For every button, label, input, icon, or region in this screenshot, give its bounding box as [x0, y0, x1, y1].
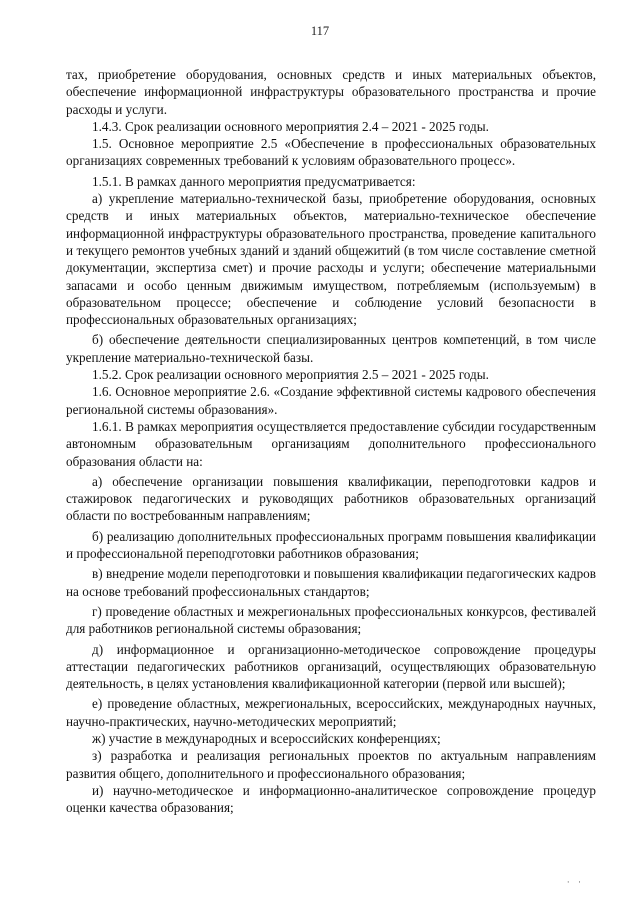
- paragraph-1-6-1-a: а) обеспечение организации повышения квалификации, переподготовки кадров и стажировок педагогических и руководящих работников образовательных организаций области по востребованным направлениям;: [66, 473, 596, 524]
- paragraph-1-6-1-b: б) реализацию дополнительных профессиональных программ повышения квалификации и профессиональной переподготовки работников образования;: [66, 528, 596, 562]
- paragraph-1-6-1: 1.6.1. В рамках мероприятия осуществляется предоставление субсидии государственным автономным образовательным организациям дополнительного профессионального образования области на:: [66, 418, 596, 469]
- paragraph-1-6-1-z: з) разработка и реализация региональных проектов по актуальным направлениям развития общего, дополнительного и профессионального образования;: [66, 748, 596, 781]
- paragraph-1-6-1-zh: ж) участие в международных и всероссийских конференциях;: [92, 730, 441, 746]
- paragraph-1-5: 1.5. Основное мероприятие 2.5 «Обеспечение в профессиональных образовательных организациях современных требований к условиям образовательного процесс».: [66, 136, 596, 169]
- scan-corner-mark: · ·: [566, 877, 584, 887]
- paragraph-1-5-1-b: б) обеспечение деятельности специализированных центров компетенций, в том числе укрепление материально-технической базы.: [66, 332, 596, 365]
- paragraph-1-6-1-v: в) внедрение модели переподготовки и повышения квалификации педагогических кадров на основе требований профессиональных стандартов;: [66, 566, 596, 599]
- paragraph-1-6-1-g: г) проведение областных и межрегиональных профессиональных конкурсов, фестивалей для работников региональной системы образования;: [66, 603, 596, 637]
- paragraph-1-4-3: 1.4.3. Срок реализации основного мероприятия 2.4 – 2021 - 2025 годы.: [92, 118, 489, 134]
- paragraph-1-5-1: 1.5.1. В рамках данного мероприятия предусматривается:: [92, 173, 416, 189]
- paragraph-continuation: тах, приобретение оборудования, основных средств и иных материальных объектов, обеспечение информационной инфраструктуры образовательного пространства и прочие расходы и услуги.: [66, 67, 596, 117]
- paragraph-1-6: 1.6. Основное мероприятие 2.6. «Создание эффективной системы кадрового обеспечения региональной системы образования».: [66, 384, 596, 417]
- paragraph-1-6-1-e: е) проведение областных, межрегиональных, всероссийских, международных научных, научно-практических, научно-методических мероприятий;: [66, 696, 596, 729]
- paragraph-1-6-1-d: д) информационное и организационно-методическое сопровождение процедуры аттестации педагогических работников организаций, осуществляющих образовательную деятельность, в целях установления квалификационной категории (первой или высшей);: [66, 641, 596, 692]
- paragraph-1-5-2: 1.5.2. Срок реализации основного мероприятия 2.5 – 2021 - 2025 годы.: [92, 367, 489, 383]
- paragraph-1-6-1-i: и) научно-методическое и информационно-аналитическое сопровождение процедур оценки качества образования;: [66, 782, 596, 816]
- document-body: [66, 66, 596, 816]
- page-number: 117: [310, 24, 330, 38]
- paragraph-1-5-1-a: а) укрепление материально-технической базы, приобретение оборудования, основных средств и иных материальных объектов, материально-техническое обеспечение информационной инфраструктуры образовательного пространства, проведение капитального и текущего ремонтов учебных зданий и зданий общежитий (в том числе составление сметной документации, экспертиза смет) и прочие расходы и услуги; обеспечение материальными запасами и особо ценным движимым имуществом, потребляемым (используемым) в образовательном процессе; обеспечение и соблюдение условий безопасности в профессиональных образовательных организациях;: [66, 191, 596, 328]
